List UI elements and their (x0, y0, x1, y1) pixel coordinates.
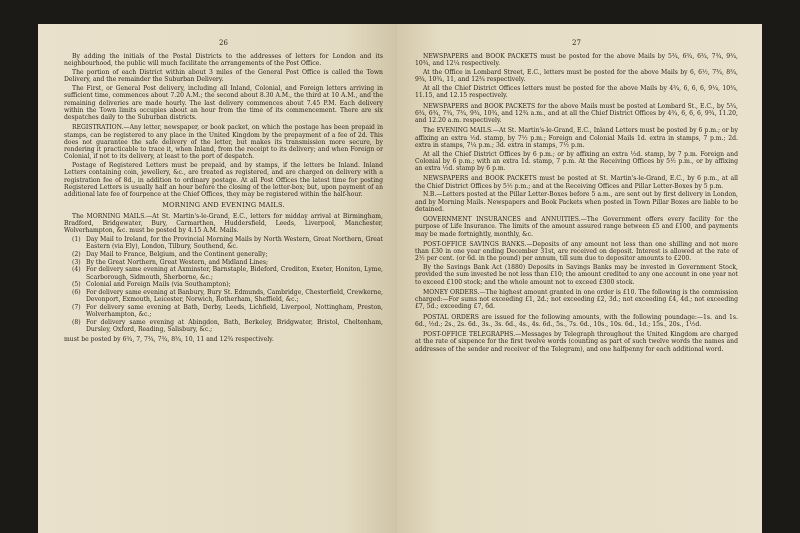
list-number: (5) (72, 281, 81, 289)
paragraph: NEWSPAPERS and BOOK PACKETS must be posted for the above Mails by 5¾, 6¾, 6¾, 7¾, 9¾, 10¾, and 12¼ respectively. (415, 53, 738, 68)
paragraph: NEWSPAPERS and BOOK PACKETS for the above Mails must be posted at Lombard St., E.C., by 5¾, 6¾, 6¾, 7¾, 7¾, 9¾, 10¾, and 12¾ a.m., and at all the Chief District Offices by 4¾, 6, 6, 6, 9¾, 11.20, and 12.20 a.m. respectively. (415, 102, 738, 124)
paragraph: By the Savings Bank Act (1880) Deposits in Savings Banks may be invested in Government Stock, provided the sum invested be not less than £10; the amount credited to any one account in one year not to exceed £100 stock; and the whole amount not to exceed £300 stock. (415, 264, 738, 286)
paragraph: MONEY ORDERS.—The highest amount granted in one order is £10. The following is the commission charged:—For sums not exceeding £1, 2d.; not exceeding £2, 3d.; not exceeding £4, 4d.; not exceeding £7, 5d.; exceeding £7, 6d. (415, 288, 738, 311)
mail-list (64, 236, 383, 334)
left-page (38, 24, 397, 533)
list-number: (3) (72, 258, 81, 266)
paragraph: N.B.—Letters posted at the Pillar Letter-Boxes before 5 a.m., are sent out by first delivery in London, and by Morning Mails. Newspapers and Book Packets when posted in Town Pillar Boxes are liable to be detained. (415, 191, 738, 213)
list-item (72, 258, 383, 266)
paragraph: The EVENING MAILS.—At St. Martin's-le-Grand, E.C., Inland Letters must be posted by 6 p.m.; or by affixing an extra ½d. stamp, by 7½ p.m.; Foreign and Colonial Mails 1d. extra in stamps, 7 p.m.; 2d. extra in stamps, 7¼ p.m.; 3d. extra in stamps, 7½ p.m. (415, 127, 738, 149)
page-number: 26 (219, 39, 228, 47)
list-item (72, 319, 383, 334)
list-item (72, 304, 383, 319)
paragraph: The First, or General Post delivery, including all Inland, Colonial, and Foreign letters arriving in sufficient time, commences about 7.20 A.M.; the second about 8.30 A.M., the third at 10 A.M., and the remaining deliveries are made hourly. The last delivery commences about 7.45 P.M. Each delivery within the Town limits occupies about an hour from the time of its commencement. There are six despatches daily to the Suburban districts. (64, 85, 383, 121)
list-number: (4) (72, 266, 81, 274)
paragraph: NEWSPAPERS and BOOK PACKETS must be posted at St. Martin's-le-Grand, E.C., by 6 p.m., at all the Chief District Offices by 5½ p.m.; and at the Receiving Offices and Pillar Letter-Boxes by 5 p.m. (415, 175, 738, 190)
section-heading: MORNING AND EVENING MAILS. (162, 201, 285, 210)
list-item (72, 235, 383, 251)
open-book (38, 24, 762, 533)
paragraph: The MORNING MAILS.—At St. Martin's-le-Grand, E.C., letters for midday arrival at Birmingham, Bradford, Bridgewater, Bury, Carmarthen, Huddersfield, Leeds, Liverpool, Manchester, Wolverhampton, &c. must be posted by 4.15 A.M. Mails. (64, 212, 383, 234)
list-number: (8) (72, 319, 81, 326)
list-text: Day Mail to France, Belgium, and the Continent generally; (86, 250, 268, 258)
paragraph: POSTAL ORDERS are issued for the following amounts, with the following poundage:—1s. and 1s. 6d., ½d.; 2s., 2s. 6d., 3s., 3s. 6d., 4s., 4s. 6d., 5s., 7s. 6d., 10s., 10s. 6d., 1d.; 15s., 20s., 1½d. (415, 313, 738, 328)
list-number: (2) (72, 250, 81, 258)
list-text: Day Mail to Ireland, for the Provincial Morning Mails by North Western, Great Northern, Great Eastern (via Ely), London, Tilbury, Southend, &c. (86, 235, 383, 250)
right-page (397, 24, 762, 533)
list-text: For delivery same evening at Bath, Derby, Leeds, Lichfield, Liverpool, Nottingham, Preston, Wolverhampton, &c.; (86, 304, 383, 319)
list-item (72, 250, 383, 258)
list-item (72, 289, 383, 304)
list-item (72, 281, 383, 289)
list-number: (1) (72, 235, 81, 243)
list-text: For delivery same evening at Axminster, Barnstaple, Bideford, Crediton, Exeter, Honiton, Lyme, Scarborough, Sidmouth, Sherborne, &c.; (86, 266, 383, 281)
paragraph: The portion of each District within about 3 miles of the General Post Office is called the Town Delivery, and the remainder the Suburban Delivery. (64, 69, 383, 84)
page-number: 27 (572, 39, 581, 47)
list-number: (6) (72, 289, 81, 296)
paragraph: Postage of Registered Letters must be prepaid, and by stamps, if the letters be Inland. Inland Letters containing coin, jewellery, &c., are treated as registered, and are charged on delivery with a registration fee of 8d., in addition to ordinary postage. At all Post Offices the latest time for posting Registered Letters is usually half an hour before the closing of the letter-box; but, upon payment of an additional late fee of fourpence at the Chief Offices, they may be registered within the half-hour. (64, 162, 383, 198)
paragraph: GOVERNMENT INSURANCES and ANNUITIES.—The Government offers every facility for the purpose of Life Insurance. The limits of the amount assured range between £5 and £100, and payments may be made fortnightly, monthly, &c. (415, 216, 738, 238)
list-text: For delivery same evening at Banbury, Bury St. Edmunds, Cambridge, Chesterfield, Crewkerne, Devonport, Exmouth, Leicester, Norwich, Rotherham, Sheffield, &c.; (86, 289, 383, 304)
list-number: (7) (72, 304, 81, 311)
paragraph: REGISTRATION.—Any letter, newspaper, or book packet, on which the postage has been prepaid in stamps, can be registered to any place in the United Kingdom by the prepayment of a fee of 2d. This does not guarantee the safe delivery of the letter, but makes its transmission more secure, by rendering it practicable to trace it, when Inland, from the receipt to its delivery; and when Foreign or Colonial, if not to its delivery, at least to the port of despatch. (64, 124, 383, 161)
paragraph: POST-OFFICE SAVINGS BANKS.—Deposits of any amount not less than one shilling and not more than £30 in one year ending December 31st, are received on deposit. Interest is allowed at the rate of 2½ per cent. (or 6d. in the pound) per annum, till sum due to depositor amounts to £200. (415, 240, 738, 263)
list-text: Colonial and Foreign Mails (via Southampton); (86, 281, 231, 289)
list-text: For delivery same evening at Abingdon, Bath, Berkeley, Bridgwater, Bristol, Cheltenham, Dursley, Oxford, Reading, Salisbury, &c.; (86, 319, 383, 334)
list-text: By the Great Northern, Great Western, and Midland Lines; (86, 258, 268, 266)
paragraph: POST-OFFICE TELEGRAPHS.—Messages by Telegraph throughout the United Kingdom are charged at the rate of sixpence for the first twelve words (counting as part of such twelve words the names and addresses of the sender and receiver of the Telegram), and one halfpenny for each additional word. (415, 331, 738, 353)
paragraph: At the Office in Lombard Street, E.C., letters must be posted for the above Mails by 6, 6½, 7¾, 8¾, 9¾, 10¾, 11, and 12¾ respectively. (415, 69, 738, 84)
list-item (72, 266, 383, 281)
paragraph: At all the Chief District Offices by 6 p.m.; or by affixing an extra ½d. stamp, by 7 p.m. Foreign and Colonial by 6 p.m.; with an extra 1d. stamp, 7 p.m. At the Receiving Offices by 5½ p.m., or by affixing an extra ½d. stamp by 6 p.m. (415, 150, 738, 172)
closing-line: must be posted by 6¾, 7, 7¾, 7¾, 8¾, 10, 11 and 12¾ respectively. (64, 335, 274, 343)
paragraph: At all the Chief District Offices letters must be posted for the above Mails by 4¾, 6, 6, 6, 9¼, 10¾, 11.15, and 12.15 respectively. (415, 85, 738, 100)
paragraph: By adding the initials of the Postal Districts to the addresses of letters for London and its neighbourhood, the public will much facilitate the arrangements of the Post Office. (64, 53, 383, 68)
